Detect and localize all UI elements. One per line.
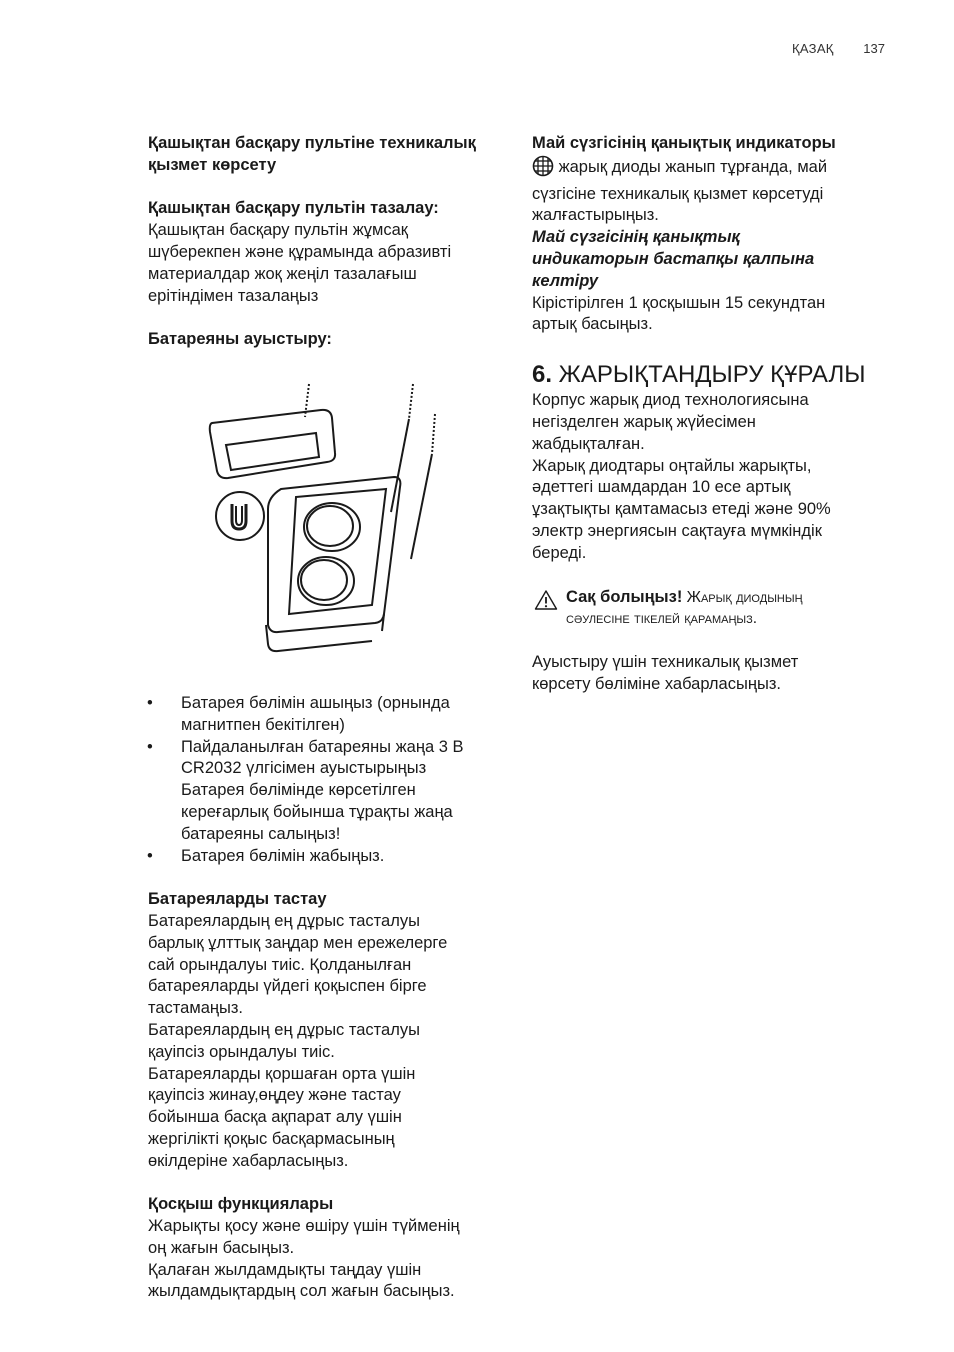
disposal-line: қауіпсіз орындалуы тиіс. — [148, 1042, 335, 1061]
disposal-line: жергілікті қоқыс басқармасының — [148, 1129, 395, 1148]
bullet-line: кереғарлық бойынша тұрақты жаңа — [181, 802, 453, 821]
warning-text: сәулесіне тікелей қарамаңыз. — [566, 610, 758, 628]
remote-service-title: Қашықтан басқару пультіне техникалық қызмет көрсету — [148, 134, 476, 174]
bullet-marker: • — [147, 737, 153, 756]
disposal-line: өкілдеріне хабарласыңыз. — [148, 1151, 349, 1170]
reset-line: артық басыңыз. — [532, 315, 653, 334]
filter-line: жалғастырыңыз. — [532, 206, 659, 225]
replace-line: Ауыстыру үшін техникалық қызмет — [532, 653, 799, 672]
battery-illustration — [148, 369, 508, 693]
section-title: ЖАРЫҚТАНДЫРУ ҚҰРАЛЫ — [552, 361, 866, 389]
disposal-line: тастамаңыз. — [148, 999, 243, 1018]
reset-title-line: Май сүзгісінің қанықтық — [532, 228, 740, 247]
language-label: ҚАЗАҚ — [791, 41, 834, 56]
bullet-line: Батарея бөлімін жабыңыз. — [181, 846, 385, 865]
page-header — [792, 38, 885, 60]
section-heading — [532, 360, 892, 390]
cleaning-line: Қашықтан басқару пультін жұмсақ — [148, 221, 409, 240]
disposal-line: барлық ұлттық заңдар мен ережелерге — [148, 933, 448, 952]
switch-line: Жарықты қосу және өшіру үшін түйменің — [148, 1217, 460, 1236]
disposal-line: сай орындалуы тиіс. Қолданылған — [148, 955, 412, 974]
switch-line: оң жағын басыңыз. — [148, 1238, 295, 1257]
bullet-line: Батарея бөлімінде көрсетілген — [181, 781, 416, 800]
warning-text: Жарық диодының — [682, 588, 803, 606]
bullet-line: Пайдаланылған батареяны жаңа 3 В — [181, 737, 464, 756]
reset-title-line: индикаторын бастапқы қалпына — [532, 249, 815, 268]
bullet-line: Батарея бөлімін ашыңыз (орнында — [181, 693, 450, 712]
list-item — [148, 693, 508, 737]
cleaning-line: ерітіндімен тазалаңыз — [148, 286, 319, 305]
filter-indicator-title: Май сүзгісінің қанықтық индикаторы — [532, 134, 836, 152]
disposal-line: Батареялардың ең дұрыс тасталуы — [148, 1020, 420, 1039]
disposal-line: батареяларды үйдегі қоқыспен бірге — [148, 977, 427, 996]
filter-line — [532, 155, 892, 184]
led-line: негізделген жарық жүйесімен — [532, 412, 756, 431]
led-line: электр энергиясын сақтауға мүмкіндік — [532, 521, 822, 540]
switch-title: Қосқыш функциялары — [148, 1195, 334, 1214]
cleaning-line: шүберекпен және құрамында абразивті — [148, 242, 452, 261]
switch-line: жылдамдықтардың сол жағын басыңыз. — [148, 1282, 455, 1301]
bullet-line: магнитпен бекітілген) — [181, 715, 345, 734]
disposal-line: бойынша басқа ақпарат алу үшін — [148, 1108, 402, 1127]
filter-line-text: жарық диоды жанып тұрғанда, май — [554, 157, 828, 176]
warning-triangle-icon — [534, 589, 558, 618]
reset-title-line: келтіру — [532, 271, 599, 290]
right-column — [532, 133, 892, 696]
disposal-line: Батареялардың ең дұрыс тасталуы — [148, 911, 420, 930]
led-line: Корпус жарық диод технологиясына — [532, 391, 809, 410]
bullet-line: CR2032 үлгісімен ауыстырыңыз — [181, 759, 427, 778]
disposal-line: қауіпсіз жинау,өңдеу және тастау — [148, 1086, 401, 1105]
cleaning-line: материалдар жоқ жеңіл тазалағыш — [148, 264, 417, 283]
page-number: 137 — [863, 41, 885, 56]
reset-line: Кірістірілген 1 қосқышын 15 секундтан — [532, 293, 826, 312]
led-line: ұзақтықты қамтамасыз етеді және 90% — [532, 500, 831, 519]
led-line: Жарық диодтары оңтайлы жарықты, — [532, 456, 812, 475]
filter-line: сүзгісіне техникалық қызмет көрсетуді — [532, 184, 824, 203]
battery-replace-title: Батареяны ауыстыру: — [148, 330, 332, 349]
list-item — [148, 846, 508, 868]
remote-battery-drawing — [206, 369, 446, 669]
cleaning-title: Қашықтан басқару пультін тазалау: — [148, 199, 439, 218]
replace-line: көрсету бөліміне хабарласыңыз. — [532, 674, 781, 693]
left-column — [148, 133, 508, 1303]
warning-label: Сақ болыңыз! — [566, 587, 683, 606]
grease-filter-icon — [532, 155, 554, 184]
disposal-line: Батареяларды қоршаған орта үшін — [148, 1064, 416, 1083]
bullet-line: батареяны салыңыз! — [181, 824, 341, 843]
section-number: 6. — [532, 361, 553, 389]
led-line: әдеттегі шамдардан 10 есе артық — [532, 478, 791, 497]
bullet-marker: • — [147, 846, 153, 865]
bullet-marker: • — [147, 693, 153, 712]
disposal-title: Батареяларды тастау — [148, 890, 327, 909]
battery-steps-list — [148, 693, 508, 867]
list-item — [148, 737, 508, 846]
led-line: жабдықталған. — [532, 434, 645, 453]
switch-line: Қалаған жылдамдықты таңдау үшін — [148, 1260, 422, 1279]
warning-note — [532, 587, 892, 631]
led-line: береді. — [532, 543, 587, 562]
